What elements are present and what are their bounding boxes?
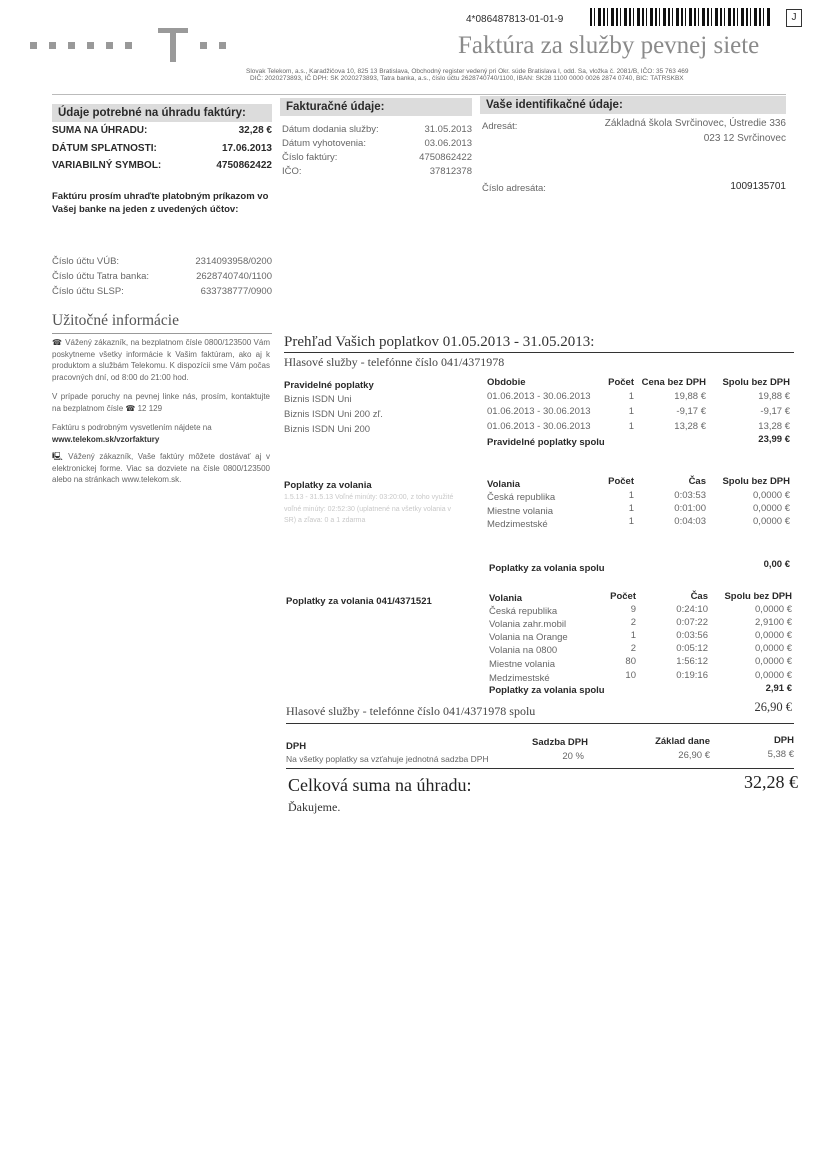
- billing-value-ico: 37812378: [429, 166, 472, 177]
- calls2-row-2-total: 2,9100 €: [755, 617, 792, 628]
- info-paragraph-1: ☎ Vážený zákazník, na bezplatnom čísle 0800/123500 Vám poskytneme všetky informácie k Vašim faktúram, ako aj k produktom a službám Telekomu. K dispozícii sme Vám počas pracovných dní, od 8:00 do 21:00 hod.: [52, 338, 271, 382]
- vat-rate-header: Sadzba DPH: [532, 737, 588, 748]
- thanks-text: Ďakujeme.: [288, 800, 341, 814]
- calls1-row-1-count: 1: [628, 490, 634, 501]
- info-paragraph-2: V prípade poruchy na pevnej linke nás, prosím, kontaktujte na bezplatnom čísle ☎ 12 129: [52, 392, 270, 413]
- calls2-row-6-total: 0,0000 €: [755, 670, 792, 681]
- calls1-row-3-name: Medzimestské: [487, 519, 548, 530]
- regular-header-count: Počet: [608, 377, 634, 388]
- account-label-tatra: Číslo účtu Tatra banka:: [52, 271, 149, 282]
- regular-header-total: Spolu bez DPH: [722, 377, 790, 388]
- calls1-row-2-total: 0,0000 €: [753, 503, 790, 514]
- calls2-row-4-total: 0,0000 €: [755, 643, 792, 654]
- calls2-sum-value: 2,91 €: [765, 683, 792, 694]
- billing-label-issued: Dátum vyhotovenia:: [282, 138, 366, 149]
- vat-base-header: Základ dane: [655, 736, 710, 747]
- vat-note: Na všetky poplatky sa vzťahuje jednotná sadzba DPH: [286, 754, 489, 764]
- identification-heading: Vaše identifikačné údaje:: [480, 96, 786, 114]
- calls1-header-time: Čas: [688, 476, 706, 487]
- calls1-row-1-time: 0:03:53: [674, 490, 706, 501]
- vzorfaktury-link[interactable]: www.telekom.sk/vzorfaktury: [52, 434, 160, 444]
- company-line-2: DIČ: 2020273893, IČ DPH: SK 2020273893, Tatra banka, a.s., číslo účtu 2628740740/1100, IBAN: SK28 1100 0000 0026 2874 0740, BIC: TATRSKBX: [250, 75, 684, 82]
- regular-row-2-count: 1: [628, 406, 634, 417]
- info-paragraph-3: Faktúru s podrobným vysvetlením nájdete na: [52, 423, 212, 432]
- brand-dots: [30, 42, 132, 49]
- calls2-label: Poplatky za volania 041/4371521: [286, 596, 432, 607]
- payment-label-vs: VARIABILNÝ SYMBOL:: [52, 160, 162, 171]
- billing-value-delivery: 31.05.2013: [424, 124, 472, 135]
- info-block: [52, 337, 270, 486]
- calls2-row-5-count: 80: [625, 656, 636, 667]
- calls2-row-3-time: 0:03:56: [676, 630, 708, 641]
- header-divider: [52, 94, 786, 95]
- calls1-row-3-count: 1: [628, 516, 634, 527]
- calls2-row-3-count: 1: [630, 630, 636, 641]
- regular-row-2-total: -9,17 €: [760, 406, 790, 417]
- payment-label-amount: SUMA NA ÚHRADU:: [52, 125, 148, 136]
- calls2-header-time: Čas: [690, 591, 708, 602]
- regular-row-1-total: 19,88 €: [758, 391, 790, 402]
- calls2-row-2-count: 2: [630, 617, 636, 628]
- calls2-row-5-time: 1:56:12: [676, 656, 708, 667]
- billing-heading: Fakturačné údaje:: [280, 98, 472, 116]
- code-letter: J: [786, 9, 802, 27]
- service-total-label: Hlasové služby - telefónne číslo 041/4371978 spolu: [286, 704, 536, 718]
- regular-row-2-name: Biznis ISDN Uni 200 zľ.: [284, 409, 383, 420]
- calls1-note: 1.5.13 - 31.5.13 Voľné minúty: 03:20:00, z toho využité voľné minúty: 02:52:30 (uplatnené na všetky volania v SR) a zľava: 0 a 1 zdarma: [284, 494, 454, 524]
- payment-heading: Údaje potrebné na úhradu faktúry:: [52, 104, 272, 122]
- regular-row-1-price: 19,88 €: [674, 391, 706, 402]
- account-label-vub: Číslo účtu VÚB:: [52, 256, 120, 267]
- regular-sum-label: Pravidelné poplatky spolu: [487, 437, 605, 448]
- calls1-header-calls: Volania: [487, 479, 521, 490]
- barcode: [590, 8, 770, 26]
- account-label-slsp: Číslo účtu SLSP:: [52, 286, 124, 297]
- calls1-row-1-name: Česká republika: [487, 492, 556, 503]
- billing-label-delivery: Dátum dodania služby:: [282, 124, 379, 135]
- calls1-header-total: Spolu bez DPH: [722, 476, 790, 487]
- calls1-label: Poplatky za volania: [284, 480, 372, 491]
- calls2-row-6-name: Medzimestské: [489, 673, 550, 684]
- calls1-row-3-total: 0,0000 €: [753, 516, 790, 527]
- calls2-row-4-count: 2: [630, 643, 636, 654]
- addressee-no-label: Číslo adresáta:: [482, 183, 546, 194]
- vat-header: DPH: [773, 735, 794, 746]
- regular-row-3-name: Biznis ISDN Uni 200: [284, 424, 371, 435]
- calls2-header-calls: Volania: [489, 593, 523, 604]
- billing-value-invoice: 4750862422: [419, 152, 472, 163]
- overview-subtitle: Hlasové služby - telefónne číslo 041/4371978: [284, 355, 505, 369]
- addressee-label: Adresát:: [482, 121, 518, 132]
- payment-value-vs: 4750862422: [216, 160, 272, 171]
- calls2-row-1-time: 0:24:10: [676, 604, 708, 615]
- payment-value-amount: 32,28 €: [238, 125, 272, 136]
- vat-base: 26,90 €: [678, 750, 710, 761]
- total-label: Celková suma na úhradu:: [288, 775, 472, 795]
- vat-label: DPH: [286, 741, 307, 752]
- company-line-1: Slovak Telekom, a.s., Karadžičova 10, 825 13 Bratislava, Obchodný register vedený pri Okr. súde Bratislava I, odd. Sa, vložka č. 2081/B, IČO: 35 763 469: [246, 68, 689, 75]
- regular-row-2-period: 01.06.2013 - 30.06.2013: [487, 406, 591, 417]
- calls2-row-1-total: 0,0000 €: [755, 604, 792, 615]
- regular-row-1-count: 1: [628, 391, 634, 402]
- calls2-row-2-name: Volania zahr.mobil: [489, 619, 567, 630]
- vat-divider: [286, 768, 794, 769]
- calls2-row-4-name: Volania na 0800: [489, 645, 558, 656]
- calls2-header-total: Spolu bez DPH: [724, 591, 792, 602]
- payment-value-due: 17.06.2013: [221, 143, 272, 154]
- regular-row-1-name: Biznis ISDN Uni: [284, 394, 352, 405]
- regular-header-period: Obdobie: [487, 377, 526, 388]
- vat-rate: 20 %: [562, 751, 584, 762]
- calls2-row-2-time: 0:07:22: [676, 617, 708, 628]
- calls1-row-2-count: 1: [628, 503, 634, 514]
- regular-row-3-total: 13,28 €: [758, 421, 790, 432]
- telekom-logo: [158, 28, 188, 62]
- addressee-line-2: 023 12 Svrčinovec: [703, 133, 786, 144]
- account-value-slsp: 633738777/0900: [200, 286, 272, 297]
- overview-divider: [284, 352, 794, 353]
- calls2-row-3-total: 0,0000 €: [755, 630, 792, 641]
- calls2-row-1-name: Česká republika: [489, 606, 558, 617]
- calls2-row-1-count: 9: [630, 604, 636, 615]
- payment-instruction: Faktúru prosím uhraďte platobným príkazom vo Vašej banke na jeden z uvedených účtov:: [52, 191, 269, 215]
- total-value: 32,28 €: [744, 772, 798, 792]
- regular-row-3-price: 13,28 €: [674, 421, 706, 432]
- calls2-row-6-count: 10: [625, 670, 636, 681]
- calls1-row-3-time: 0:04:03: [674, 516, 706, 527]
- account-value-tatra: 2628740740/1100: [196, 271, 272, 282]
- regular-header-price: Cena bez DPH: [641, 377, 706, 388]
- addressee-line-1: Základná škola Svrčinovec, Ústredie 336: [604, 118, 786, 129]
- info-heading: Užitočné informácie: [52, 312, 179, 329]
- calls2-row-6-time: 0:19:16: [676, 670, 708, 681]
- calls1-sum-label: Poplatky za volania spolu: [489, 563, 605, 574]
- computer-icon: 🖳: [52, 452, 66, 461]
- calls2-row-5-name: Miestne volania: [489, 659, 556, 670]
- regular-row-3-period: 01.06.2013 - 30.06.2013: [487, 421, 591, 432]
- info-divider: [52, 333, 272, 334]
- billing-label-ico: IČO:: [282, 166, 302, 177]
- brand-dots-right: [200, 42, 226, 49]
- addressee-no: 1009135701: [730, 181, 786, 192]
- regular-row-1-period: 01.06.2013 - 30.06.2013: [487, 391, 591, 402]
- phone-icon: ☎: [52, 338, 63, 347]
- calls1-row-2-name: Miestne volania: [487, 506, 554, 517]
- billing-label-invoice: Číslo faktúry:: [282, 152, 338, 163]
- regular-row-3-count: 1: [628, 421, 634, 432]
- company-info: [246, 68, 786, 82]
- invoice-title: Faktúra za služby pevnej siete: [458, 32, 760, 59]
- regular-sum-value: 23,99 €: [758, 434, 790, 445]
- regular-label: Pravidelné poplatky: [284, 380, 374, 391]
- calls2-sum-label: Poplatky za volania spolu: [489, 685, 605, 696]
- calls1-header-count: Počet: [608, 476, 634, 487]
- payment-label-due: DÁTUM SPLATNOSTI:: [52, 143, 157, 154]
- info-paragraph-4: 🖳 Vážený zákazník, Vaše faktúry môžete dostávať aj v elektronickej forme. Viac sa dozviete na čísle 0800/123500 alebo na stránkach www.telekom.sk.: [52, 452, 271, 484]
- calls1-sum-value: 0,00 €: [763, 559, 790, 570]
- billing-value-issued: 03.06.2013: [424, 138, 472, 149]
- calls2-header-count: Počet: [610, 591, 636, 602]
- vat-value: 5,38 €: [767, 749, 794, 760]
- service-total-divider: [286, 723, 794, 724]
- calls2-row-4-time: 0:05:12: [676, 643, 708, 654]
- regular-row-2-price: -9,17 €: [676, 406, 706, 417]
- calls2-row-5-total: 0,0000 €: [755, 656, 792, 667]
- account-value-vub: 2314093958/0200: [195, 256, 272, 267]
- calls1-row-1-total: 0,0000 €: [753, 490, 790, 501]
- calls1-row-2-time: 0:01:00: [674, 503, 706, 514]
- service-total-value: 26,90 €: [754, 700, 792, 714]
- phone-icon: ☎: [125, 403, 136, 413]
- overview-title: Prehľad Vašich poplatkov 01.05.2013 - 31.05.2013:: [284, 334, 595, 350]
- calls2-row-3-name: Volania na Orange: [489, 632, 568, 643]
- barcode-number: 4*086487813-01-01-9: [466, 14, 564, 25]
